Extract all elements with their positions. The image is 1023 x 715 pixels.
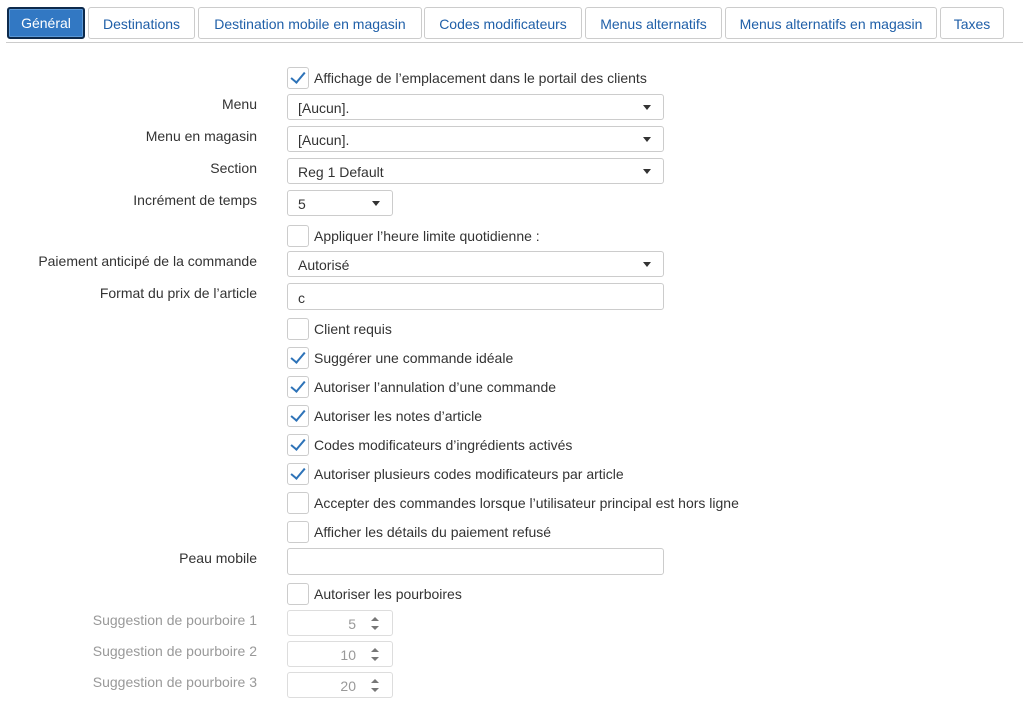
dropdown-caret-icon — [372, 201, 380, 206]
tab-bar — [0, 0, 1023, 44]
client-required-label: Client requis — [314, 321, 392, 337]
tip2-value: 10 — [340, 647, 356, 663]
prepayment-select[interactable] — [287, 251, 664, 277]
declined-details-label: Afficher les détails du paiement refusé — [314, 524, 552, 540]
multi-mods-label: Autoriser plusieurs codes modificateurs par article — [314, 466, 624, 482]
allow-notes-label: Autoriser les notes d’article — [314, 408, 483, 424]
dropdown-caret-icon — [643, 169, 651, 174]
time-increment-value: 5 — [298, 196, 306, 212]
price-format-input[interactable] — [287, 283, 664, 310]
offline-orders-label: Accepter des commandes lorsque l’utilisateur principal est hors ligne — [314, 495, 739, 511]
checkmark-icon — [290, 464, 305, 480]
section-value: Reg 1 Default — [298, 164, 384, 180]
tip2-spinner[interactable] — [287, 641, 393, 667]
allow-tips-label: Autoriser les pourboires — [314, 586, 462, 602]
time-increment-label: Incrément de temps — [133, 192, 257, 208]
menu-select[interactable] — [287, 94, 664, 120]
menu-label: Menu — [221, 96, 257, 112]
store-menu-label: Menu en magasin — [145, 128, 257, 144]
suggest-ideal-checkbox[interactable] — [287, 347, 309, 369]
mobile-skin-label: Peau mobile — [179, 550, 257, 566]
mobile-skin-input[interactable] — [287, 548, 664, 575]
menu-value: [Aucun]. — [298, 100, 350, 116]
spinner-down-icon[interactable] — [371, 688, 379, 692]
tab-mobile-destination[interactable]: Destination mobile en magasin — [198, 7, 422, 39]
tab-taxes[interactable]: Taxes — [940, 7, 1004, 39]
tip3-spinner[interactable] — [287, 672, 393, 698]
tip1-spinner[interactable] — [287, 610, 393, 636]
offline-orders-checkbox[interactable] — [287, 492, 309, 514]
declined-details-checkbox[interactable] — [287, 521, 309, 543]
tip2-label: Suggestion de pourboire 2 — [92, 643, 257, 659]
checkmark-icon — [290, 406, 305, 422]
tip3-label: Suggestion de pourboire 3 — [92, 674, 257, 690]
client-required-checkbox[interactable] — [287, 318, 309, 340]
prepayment-value: Autorisé — [298, 257, 350, 273]
dropdown-caret-icon — [643, 137, 651, 142]
spinner-up-icon[interactable] — [371, 679, 379, 683]
allow-cancel-label: Autoriser l’annulation d’une commande — [314, 379, 557, 395]
tab-modifier-codes[interactable]: Codes modificateurs — [424, 7, 582, 39]
spinner-down-icon[interactable] — [371, 626, 379, 630]
ingredient-mods-label: Codes modificateurs d’ingrédients activés — [314, 437, 573, 453]
store-menu-select[interactable] — [287, 126, 664, 152]
suggest-ideal-label: Suggérer une commande idéale — [314, 350, 514, 366]
tab-alt-menus[interactable]: Menus alternatifs — [585, 7, 722, 39]
tip1-value: 5 — [348, 616, 356, 632]
spinner-up-icon[interactable] — [371, 648, 379, 652]
show-location-checkbox[interactable] — [287, 67, 309, 89]
section-label: Section — [210, 160, 257, 176]
time-increment-select[interactable] — [287, 190, 393, 216]
tip1-label: Suggestion de pourboire 1 — [92, 612, 257, 628]
prepayment-label: Paiement anticipé de la commande — [38, 253, 257, 269]
multi-mods-checkbox[interactable] — [287, 463, 309, 485]
price-format-label: Format du prix de l’article — [99, 285, 257, 301]
dropdown-caret-icon — [643, 262, 651, 267]
tab-general[interactable]: Général — [7, 7, 85, 39]
dropdown-caret-icon — [643, 105, 651, 110]
tip3-value: 20 — [340, 678, 356, 694]
tab-bar-divider — [6, 42, 1023, 43]
show-location-label: Affichage de l’emplacement dans le portail des clients — [314, 70, 647, 86]
checkmark-icon — [290, 435, 305, 451]
store-menu-value: [Aucun]. — [298, 132, 350, 148]
spinner-up-icon[interactable] — [371, 617, 379, 621]
checkmark-icon — [290, 68, 305, 84]
allow-cancel-checkbox[interactable] — [287, 376, 309, 398]
daily-cutoff-checkbox[interactable] — [287, 225, 309, 247]
ingredient-mods-checkbox[interactable] — [287, 434, 309, 456]
section-select[interactable] — [287, 158, 664, 184]
allow-tips-checkbox[interactable] — [287, 583, 309, 605]
spinner-down-icon[interactable] — [371, 657, 379, 661]
daily-cutoff-label: Appliquer l’heure limite quotidienne : — [314, 228, 540, 244]
price-format-value: c — [298, 290, 305, 306]
tab-destinations[interactable]: Destinations — [88, 7, 195, 39]
checkmark-icon — [290, 377, 305, 393]
allow-notes-checkbox[interactable] — [287, 405, 309, 427]
tab-store-alt-menus[interactable]: Menus alternatifs en magasin — [725, 7, 937, 39]
checkmark-icon — [290, 348, 305, 364]
